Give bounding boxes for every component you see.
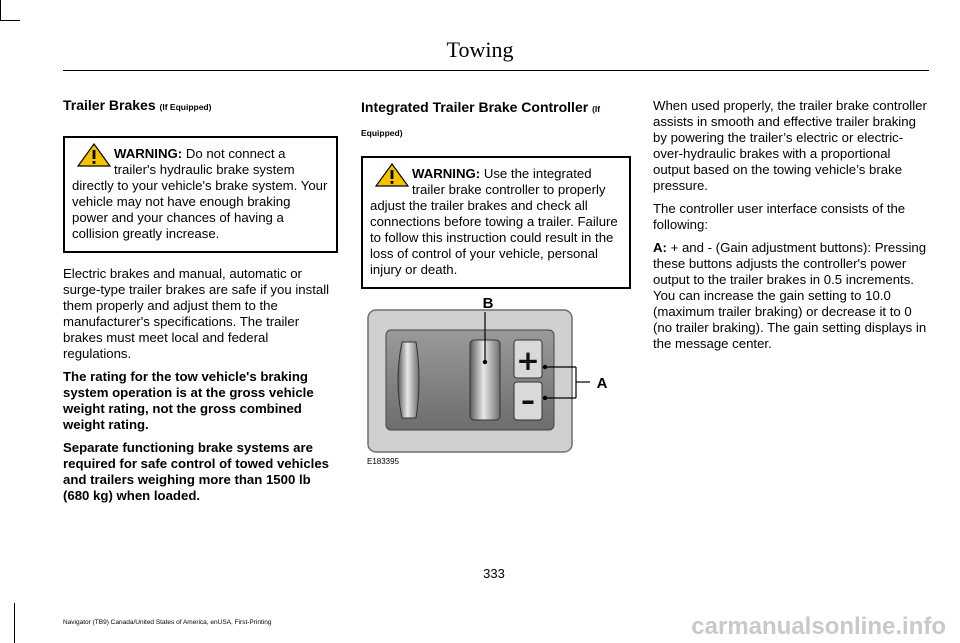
heading-note: (If Equipped) xyxy=(361,104,601,138)
warning-keyword: WARNING: xyxy=(114,146,183,161)
warning-triangle-icon xyxy=(374,163,410,187)
warning-text: Do not connect a trailer's hydraulic brake system directly to your vehicle's brake system. Your vehicle may not have enough braking power and your chances of having a collision greatly increase. xyxy=(72,146,328,241)
column-middle xyxy=(361,96,631,302)
header-rule xyxy=(63,70,929,71)
page-title: Towing xyxy=(446,37,514,62)
item-label: A: xyxy=(653,240,667,255)
warning-box xyxy=(361,156,631,289)
watermark-text: carmanualsonline.info xyxy=(691,613,946,640)
minus-button-glyph: – xyxy=(521,384,535,417)
paragraph xyxy=(653,240,929,352)
trailer-brake-controller-figure xyxy=(364,292,614,470)
crop-mark xyxy=(0,0,1,20)
paragraph: Separate functioning brake systems are required for safe control of towed vehicles and trailers weighing more than 1500 lb (680 kg) when loaded. xyxy=(63,440,330,503)
warning-keyword: WARNING: xyxy=(412,166,481,181)
plus-button-glyph: + xyxy=(516,344,540,377)
warning-triangle-icon xyxy=(76,143,112,167)
section-heading xyxy=(63,96,338,116)
crop-mark xyxy=(14,603,15,643)
figure-id: E183395 xyxy=(367,457,400,466)
paragraph: The rating for the tow vehicle's braking system operation is at the gross vehicle weight rating, not the gross combined weight rating. xyxy=(63,369,314,432)
callout-label-b: B xyxy=(482,295,494,312)
column-left xyxy=(63,96,338,511)
heading-text: Integrated Trailer Brake Controller xyxy=(361,99,589,115)
heading-text: Trailer Brakes xyxy=(63,97,156,113)
paragraph: The controller user interface consists of the following: xyxy=(653,201,906,232)
callout-label-a: A xyxy=(596,375,608,392)
warning-box xyxy=(63,136,338,253)
section-heading xyxy=(361,96,631,144)
page-number: 333 xyxy=(483,566,505,581)
crop-mark xyxy=(0,20,20,21)
item-text: + and - (Gain adjustment buttons): Pressing these buttons adjusts the controller's power output to the trailer brakes in 0.5 increments. You can increase the gain setting to 10.0 (maximum trailer braking) or decrease it to 0 (no trailer braking). The gain setting displays in the message center. xyxy=(653,240,927,351)
paragraph: When used properly, the trailer brake controller assists in smooth and effective trailer braking by powering the trailer’s electric or electric-over-hydraulic brakes with a proportional output based on the towing vehicle’s brake pressure. xyxy=(653,98,927,193)
warning-text: Use the integrated trailer brake controller to properly adjust the trailer brakes and check all connections before towing a trailer. Failure to follow this instruction could result in the loss of control of your vehicle, personal injury or death. xyxy=(370,166,618,277)
column-right xyxy=(653,98,929,359)
heading-note: (If Equipped) xyxy=(159,102,212,112)
footer-text: Navigator (TB9) Canada/United States of America, enUSA, First-Printing xyxy=(63,619,272,626)
paragraph: Electric brakes and manual, automatic or surge-type trailer brakes are safe if you install them properly and adjust them to the manufacturer's specifications. The trailer brakes must meet local and federal regulations. xyxy=(63,266,330,361)
